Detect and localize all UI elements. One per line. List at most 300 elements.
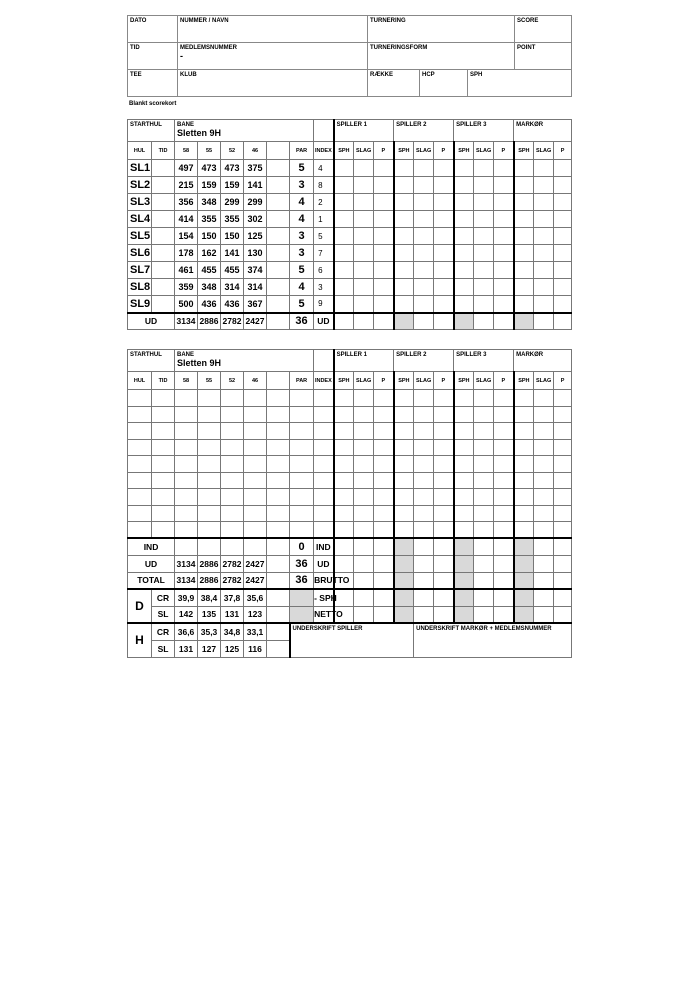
markoer-sph-cell[interactable] [514,211,534,228]
spiller2-slag-cell[interactable] [414,423,434,440]
spiller2-slag-cell[interactable] [414,439,434,456]
score-cell[interactable] [128,505,152,522]
score-cell[interactable] [128,456,152,473]
markoer-slag-cell[interactable] [534,211,554,228]
spiller2-sph-cell[interactable] [394,589,414,606]
score-cell[interactable] [198,390,221,407]
spiller2-slag-cell[interactable] [414,390,434,407]
score-cell[interactable] [175,489,198,506]
spiller2-p-cell[interactable] [434,489,454,506]
markoer-slag-cell[interactable] [534,390,554,407]
spiller1-slag-cell[interactable] [354,456,374,473]
markoer-p-cell[interactable] [554,245,572,262]
spiller1-sph-cell[interactable] [334,555,354,572]
score-cell[interactable] [244,489,267,506]
spiller3-slag-cell[interactable] [474,262,494,279]
score-cell[interactable] [128,390,152,407]
markoer-p-cell[interactable] [554,194,572,211]
markoer-p-cell[interactable] [554,296,572,313]
markoer-sph-cell[interactable] [514,262,534,279]
markoer-slag-cell[interactable] [534,456,554,473]
spiller3-sph-cell[interactable] [454,472,474,489]
score-cell[interactable] [314,456,334,473]
tid-cell[interactable] [152,279,175,296]
tee-field[interactable] [128,70,178,97]
spiller1-sph-cell[interactable] [334,262,354,279]
spiller2-p-cell[interactable] [434,439,454,456]
spiller3-slag-cell[interactable] [474,245,494,262]
spiller2-slag-cell[interactable] [414,456,434,473]
score-cell[interactable] [152,505,175,522]
spiller3-p-cell[interactable] [494,456,514,473]
score-cell[interactable] [198,456,221,473]
markoer-p-cell[interactable] [554,228,572,245]
spiller2-sph-cell[interactable] [394,456,414,473]
spiller1-sph-cell[interactable] [334,245,354,262]
spiller1-sph-cell[interactable] [334,177,354,194]
spiller2-slag-cell[interactable] [414,160,434,177]
markoer-slag-cell[interactable] [534,538,554,555]
score-cell[interactable] [244,522,267,539]
dato-field[interactable] [128,16,178,43]
spiller3-p-cell[interactable] [494,245,514,262]
spiller2-p-cell[interactable] [434,589,454,606]
spiller3-p-cell[interactable] [494,589,514,606]
spiller2-slag-cell[interactable] [414,489,434,506]
spiller1-p-cell[interactable] [374,211,394,228]
score-field[interactable] [515,16,572,43]
spiller1-slag-cell[interactable] [354,572,374,589]
spiller3-slag-cell[interactable] [474,194,494,211]
spiller2-sph-cell[interactable] [394,245,414,262]
markoer-slag-cell[interactable] [534,296,554,313]
spiller1-slag-cell[interactable] [354,439,374,456]
spiller2-p-cell[interactable] [434,211,454,228]
spiller1-sph-cell[interactable] [334,538,354,555]
score-cell[interactable] [152,406,175,423]
markoer-p-cell[interactable] [554,538,572,555]
markoer-p-cell[interactable] [554,489,572,506]
markoer-sph-cell[interactable] [514,423,534,440]
markoer-slag-cell[interactable] [534,194,554,211]
score-cell[interactable] [152,390,175,407]
markoer-p-cell[interactable] [554,406,572,423]
spiller2-sph-cell[interactable] [394,296,414,313]
spiller1-slag-cell[interactable] [354,160,374,177]
score-cell[interactable] [290,439,314,456]
tid-field[interactable] [128,43,178,70]
score-cell[interactable] [221,423,244,440]
spiller3-sph-cell[interactable] [454,439,474,456]
spiller2-sph-cell[interactable] [394,423,414,440]
spiller1-slag-cell[interactable] [354,279,374,296]
spiller3-sph-cell[interactable] [454,160,474,177]
spiller1-slag-cell[interactable] [354,390,374,407]
markoer-sph-cell[interactable] [514,555,534,572]
score-cell[interactable] [152,522,175,539]
score-cell[interactable] [198,522,221,539]
score-cell[interactable] [198,472,221,489]
spiller3-sph-cell[interactable] [454,262,474,279]
score-cell[interactable] [314,439,334,456]
score-cell[interactable] [267,423,290,440]
markoer-sph-cell[interactable] [514,456,534,473]
spiller3-slag-cell[interactable] [474,211,494,228]
spiller3-slag-cell[interactable] [474,522,494,539]
score-cell[interactable] [221,522,244,539]
spiller1-slag-cell[interactable] [354,228,374,245]
spiller3-sph-cell[interactable] [454,423,474,440]
score-cell[interactable] [221,489,244,506]
spiller1-p-cell[interactable] [374,313,394,330]
spiller1-p-cell[interactable] [374,177,394,194]
spiller2-p-cell[interactable] [434,194,454,211]
spiller1-p-cell[interactable] [374,423,394,440]
turnering-field[interactable] [368,16,515,43]
hcp-field[interactable] [420,70,468,97]
spiller2-sph-cell[interactable] [394,522,414,539]
spiller1-p-cell[interactable] [374,505,394,522]
score-cell[interactable] [314,390,334,407]
spiller1-sph-cell[interactable] [334,313,354,330]
spiller2-p-cell[interactable] [434,245,454,262]
spiller1-p-cell[interactable] [374,572,394,589]
spiller2-p-cell[interactable] [434,423,454,440]
tid-cell[interactable] [152,245,175,262]
spiller2-sph-cell[interactable] [394,505,414,522]
score-cell[interactable] [128,489,152,506]
starthul-cell[interactable] [128,120,175,142]
spiller2-p-cell[interactable] [434,313,454,330]
nummer-navn-field[interactable] [178,16,368,43]
spiller3-slag-cell[interactable] [474,313,494,330]
spiller2-slag-cell[interactable] [414,505,434,522]
spiller1-sph-cell[interactable] [334,296,354,313]
spiller1-p-cell[interactable] [374,606,394,623]
markoer-slag-cell[interactable] [534,439,554,456]
spiller2-slag-cell[interactable] [414,262,434,279]
spiller3-sph-cell[interactable] [454,572,474,589]
score-cell[interactable] [221,472,244,489]
markoer-slag-cell[interactable] [534,555,554,572]
spiller1-p-cell[interactable] [374,296,394,313]
turneringsform-field[interactable] [368,43,515,70]
score-cell[interactable] [267,505,290,522]
spiller1-sph-cell[interactable] [334,423,354,440]
score-cell[interactable] [152,472,175,489]
markoer-slag-cell[interactable] [534,472,554,489]
markoer-p-cell[interactable] [554,279,572,296]
spiller1-p-cell[interactable] [374,522,394,539]
spiller3-p-cell[interactable] [494,606,514,623]
score-cell[interactable] [314,423,334,440]
score-cell[interactable] [314,522,334,539]
spiller3-p-cell[interactable] [494,538,514,555]
spiller1-slag-cell[interactable] [354,194,374,211]
score-cell[interactable] [221,406,244,423]
spiller2-p-cell[interactable] [434,456,454,473]
spiller1-slag-cell[interactable] [354,538,374,555]
spiller2-sph-cell[interactable] [394,194,414,211]
spiller3-slag-cell[interactable] [474,279,494,296]
spiller2-sph-cell[interactable] [394,262,414,279]
spiller3-p-cell[interactable] [494,505,514,522]
markoer-p-cell[interactable] [554,177,572,194]
markoer-sph-cell[interactable] [514,472,534,489]
spiller2-sph-cell[interactable] [394,160,414,177]
spiller3-p-cell[interactable] [494,522,514,539]
score-cell[interactable] [221,390,244,407]
score-cell[interactable] [267,472,290,489]
markoer-slag-cell[interactable] [534,522,554,539]
markoer-sph-cell[interactable] [514,538,534,555]
score-cell[interactable] [198,439,221,456]
markoer-p-cell[interactable] [554,160,572,177]
score-cell[interactable] [314,505,334,522]
spiller3-slag-cell[interactable] [474,589,494,606]
spiller3-p-cell[interactable] [494,423,514,440]
spiller2-slag-cell[interactable] [414,177,434,194]
score-cell[interactable] [267,406,290,423]
tid-cell[interactable] [152,177,175,194]
spiller3-sph-cell[interactable] [454,505,474,522]
spiller3-slag-cell[interactable] [474,572,494,589]
score-cell[interactable] [128,439,152,456]
score-cell[interactable] [244,456,267,473]
spiller3-p-cell[interactable] [494,262,514,279]
spiller3-slag-cell[interactable] [474,538,494,555]
markoer-sph-cell[interactable] [514,439,534,456]
score-cell[interactable] [128,472,152,489]
spiller2-p-cell[interactable] [434,522,454,539]
raekke-field[interactable] [368,70,420,97]
spiller1-p-cell[interactable] [374,160,394,177]
spiller2-slag-cell[interactable] [414,406,434,423]
spiller3-slag-cell[interactable] [474,555,494,572]
markoer-sph-cell[interactable] [514,505,534,522]
score-cell[interactable] [314,489,334,506]
markoer-slag-cell[interactable] [534,262,554,279]
spiller3-sph-cell[interactable] [454,313,474,330]
markoer-sph-cell[interactable] [514,296,534,313]
spiller2-p-cell[interactable] [434,606,454,623]
spiller2-slag-cell[interactable] [414,194,434,211]
score-cell[interactable] [244,423,267,440]
spiller3-sph-cell[interactable] [454,606,474,623]
score-cell[interactable] [198,505,221,522]
spiller1-p-cell[interactable] [374,406,394,423]
markoer-sph-cell[interactable] [514,160,534,177]
spiller3-sph-cell[interactable] [454,177,474,194]
sph-field[interactable] [468,70,572,97]
spiller2-p-cell[interactable] [434,279,454,296]
markoer-p-cell[interactable] [554,439,572,456]
spiller3-sph-cell[interactable] [454,538,474,555]
spiller1-slag-cell[interactable] [354,606,374,623]
spiller1-sph-cell[interactable] [334,194,354,211]
markoer-slag-cell[interactable] [534,177,554,194]
spiller1-slag-cell[interactable] [354,589,374,606]
score-cell[interactable] [152,456,175,473]
spiller2-sph-cell[interactable] [394,572,414,589]
score-cell[interactable] [244,390,267,407]
spiller1-sph-cell[interactable] [334,390,354,407]
spiller1-p-cell[interactable] [374,589,394,606]
spiller3-slag-cell[interactable] [474,606,494,623]
score-cell[interactable] [175,505,198,522]
markoer-sph-cell[interactable] [514,572,534,589]
spiller2-p-cell[interactable] [434,472,454,489]
score-cell[interactable] [198,489,221,506]
spiller1-p-cell[interactable] [374,390,394,407]
score-cell[interactable] [267,456,290,473]
spiller1-p-cell[interactable] [374,262,394,279]
spiller1-sph-cell[interactable] [334,505,354,522]
markoer-p-cell[interactable] [554,423,572,440]
markoer-sph-cell[interactable] [514,177,534,194]
spiller1-p-cell[interactable] [374,279,394,296]
score-cell[interactable] [221,505,244,522]
spiller1-p-cell[interactable] [374,439,394,456]
markoer-sph-cell[interactable] [514,589,534,606]
markoer-sph-cell[interactable] [514,406,534,423]
spiller2-sph-cell[interactable] [394,279,414,296]
spiller2-p-cell[interactable] [434,262,454,279]
spiller2-p-cell[interactable] [434,177,454,194]
markoer-p-cell[interactable] [554,522,572,539]
spiller2-slag-cell[interactable] [414,555,434,572]
spiller3-sph-cell[interactable] [454,589,474,606]
spiller2-p-cell[interactable] [434,390,454,407]
score-cell[interactable] [198,423,221,440]
spiller1-sph-cell[interactable] [334,211,354,228]
score-cell[interactable] [244,406,267,423]
spiller1-slag-cell[interactable] [354,313,374,330]
spiller2-slag-cell[interactable] [414,472,434,489]
spiller3-sph-cell[interactable] [454,228,474,245]
spiller3-p-cell[interactable] [494,296,514,313]
spiller2-p-cell[interactable] [434,160,454,177]
spiller1-slag-cell[interactable] [354,245,374,262]
spiller3-sph-cell[interactable] [454,522,474,539]
signature-marker[interactable] [414,623,572,657]
score-cell[interactable] [175,456,198,473]
spiller1-slag-cell[interactable] [354,211,374,228]
spiller1-slag-cell[interactable] [354,406,374,423]
markoer-p-cell[interactable] [554,472,572,489]
spiller2-sph-cell[interactable] [394,606,414,623]
spiller3-p-cell[interactable] [494,313,514,330]
spiller1-sph-cell[interactable] [334,472,354,489]
spiller1-sph-cell[interactable] [334,522,354,539]
markoer-slag-cell[interactable] [534,279,554,296]
markoer-sph-cell[interactable] [514,390,534,407]
spiller1-slag-cell[interactable] [354,296,374,313]
markoer-slag-cell[interactable] [534,589,554,606]
spiller1-p-cell[interactable] [374,194,394,211]
spiller2-p-cell[interactable] [434,572,454,589]
spiller2-slag-cell[interactable] [414,296,434,313]
markoer-p-cell[interactable] [554,589,572,606]
spiller2-sph-cell[interactable] [394,177,414,194]
spiller1-p-cell[interactable] [374,245,394,262]
markoer-sph-cell[interactable] [514,228,534,245]
spiller3-slag-cell[interactable] [474,160,494,177]
medlemsnummer-field[interactable] [178,43,368,70]
score-cell[interactable] [152,423,175,440]
spiller2-sph-cell[interactable] [394,313,414,330]
markoer-slag-cell[interactable] [534,406,554,423]
spiller1-sph-cell[interactable] [334,406,354,423]
spiller3-slag-cell[interactable] [474,423,494,440]
spiller1-slag-cell[interactable] [354,472,374,489]
spiller2-sph-cell[interactable] [394,390,414,407]
spiller2-sph-cell[interactable] [394,228,414,245]
spiller2-slag-cell[interactable] [414,313,434,330]
spiller3-slag-cell[interactable] [474,439,494,456]
spiller3-sph-cell[interactable] [454,296,474,313]
spiller2-slag-cell[interactable] [414,279,434,296]
spiller2-slag-cell[interactable] [414,538,434,555]
spiller3-p-cell[interactable] [494,572,514,589]
spiller3-sph-cell[interactable] [454,279,474,296]
spiller3-slag-cell[interactable] [474,472,494,489]
klub-field[interactable] [178,70,368,97]
spiller1-sph-cell[interactable] [334,439,354,456]
spiller3-slag-cell[interactable] [474,390,494,407]
spiller3-slag-cell[interactable] [474,489,494,506]
tid-cell[interactable] [152,160,175,177]
spiller3-sph-cell[interactable] [454,406,474,423]
spiller1-slag-cell[interactable] [354,555,374,572]
spiller1-slag-cell[interactable] [354,262,374,279]
score-cell[interactable] [221,456,244,473]
tid-cell[interactable] [152,228,175,245]
score-cell[interactable] [314,472,334,489]
markoer-sph-cell[interactable] [514,279,534,296]
markoer-p-cell[interactable] [554,572,572,589]
spiller1-slag-cell[interactable] [354,177,374,194]
spiller1-p-cell[interactable] [374,555,394,572]
spiller1-slag-cell[interactable] [354,423,374,440]
spiller1-p-cell[interactable] [374,472,394,489]
score-cell[interactable] [152,439,175,456]
spiller3-p-cell[interactable] [494,160,514,177]
tid-cell[interactable] [152,194,175,211]
tid-cell[interactable] [152,211,175,228]
spiller3-slag-cell[interactable] [474,406,494,423]
spiller3-p-cell[interactable] [494,177,514,194]
spiller3-slag-cell[interactable] [474,296,494,313]
markoer-slag-cell[interactable] [534,160,554,177]
signature-player[interactable] [290,623,414,657]
score-cell[interactable] [314,406,334,423]
spiller1-p-cell[interactable] [374,456,394,473]
spiller3-p-cell[interactable] [494,211,514,228]
spiller2-sph-cell[interactable] [394,538,414,555]
score-cell[interactable] [267,522,290,539]
markoer-p-cell[interactable] [554,555,572,572]
spiller3-p-cell[interactable] [494,279,514,296]
markoer-slag-cell[interactable] [534,505,554,522]
spiller1-slag-cell[interactable] [354,505,374,522]
spiller2-p-cell[interactable] [434,555,454,572]
markoer-sph-cell[interactable] [514,489,534,506]
spiller1-sph-cell[interactable] [334,228,354,245]
spiller2-slag-cell[interactable] [414,589,434,606]
spiller2-slag-cell[interactable] [414,211,434,228]
score-cell[interactable] [290,505,314,522]
